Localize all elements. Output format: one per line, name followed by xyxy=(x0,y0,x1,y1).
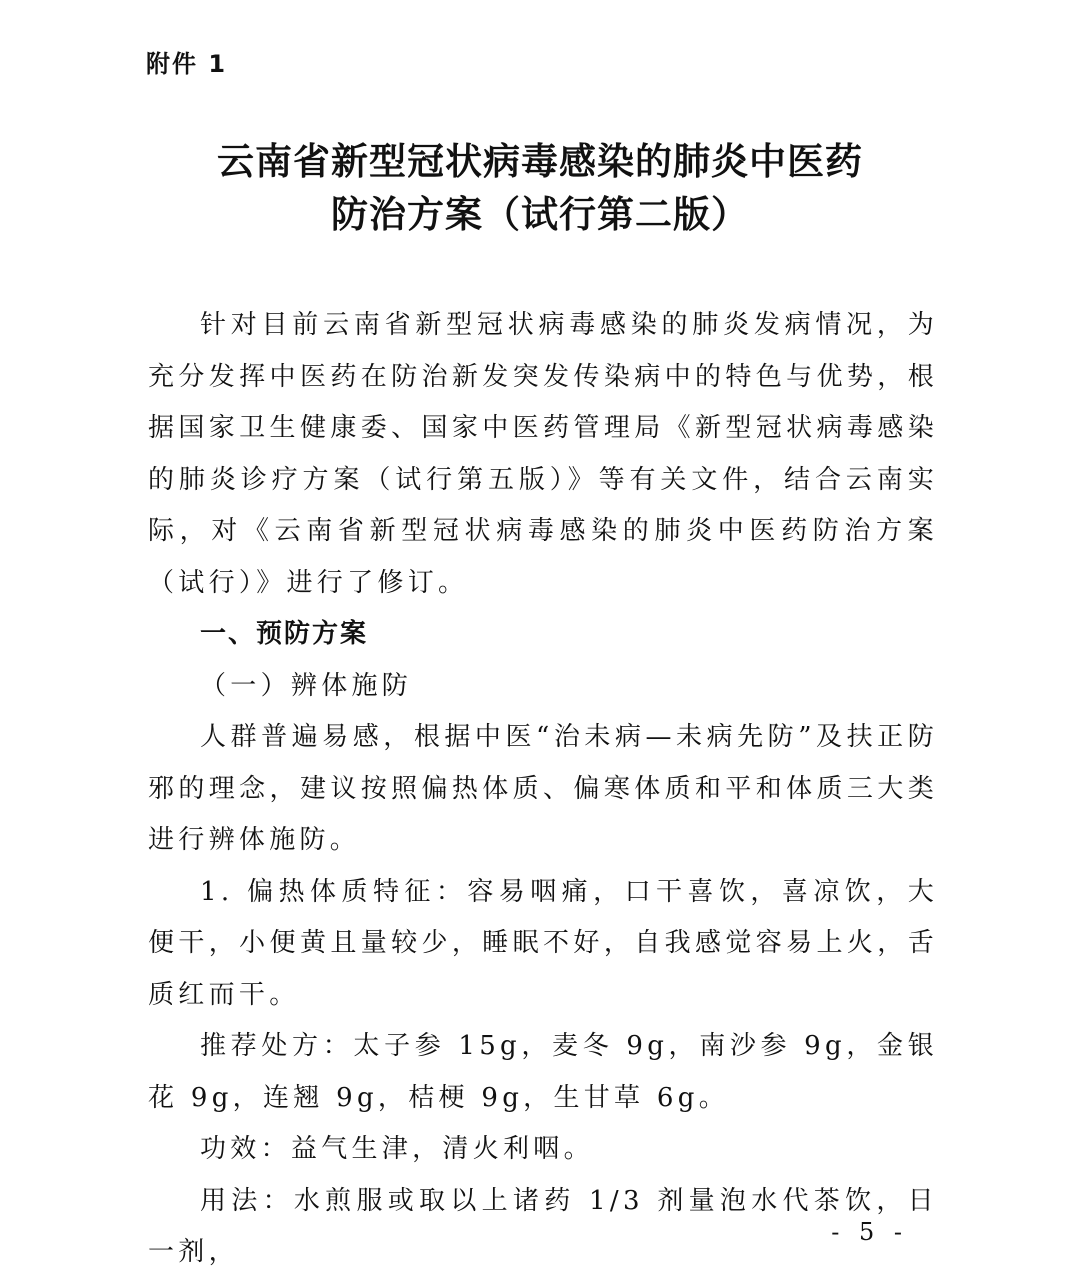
hot-constitution-efficacy: 功效：益气生津，清火利咽。 xyxy=(200,1134,594,1164)
hot-constitution-features: 1. 偏热体质特征：容易咽痛，口干喜饮，喜凉饮，大便干，小便黄且量较少，睡眠不好，自我感觉容易上火，舌质红而干。 xyxy=(148,876,938,1010)
document-title-line-2: 防治方案（试行第二版） xyxy=(331,193,749,236)
document-body xyxy=(148,300,938,1279)
section-heading-prevention: 一、预防方案 xyxy=(200,619,369,649)
constitution-paragraph: 人群普遍易感，根据中医“治未病—未病先防”及扶正防邪的理念，建议按照偏热体质、偏寒体质和平和体质三大类进行辨体施防。 xyxy=(148,722,938,855)
hot-constitution-usage: 用法：水煎服或取以上诸药 1/3 剂量泡水代茶饮，日一剂， xyxy=(148,1185,938,1267)
page-number: - 5 - xyxy=(831,1218,908,1246)
intro-paragraph: 针对目前云南省新型冠状病毒感染的肺炎发病情况，为充分发挥中医药在防治新发突发传染病中的特色与优势，根据国家卫生健康委、国家中医药管理局《新型冠状病毒感染的肺炎诊疗方案（试行第五版）》等有关文件，结合云南实际，对《云南省新型冠状病毒感染的肺炎中医药防治方案（试行）》进行了修订。 xyxy=(148,310,938,598)
subsection-heading-constitution: （一）辨体施防 xyxy=(200,670,413,701)
document-title-line-1: 云南省新型冠状病毒感染的肺炎中医药 xyxy=(217,140,863,183)
attachment-label: 附件 1 xyxy=(146,50,228,78)
hot-constitution-prescription: 推荐处方：太子参 15g，麦冬 9g，南沙参 9g，金银花 9g，连翘 9g，桔梗 9g，生甘草 6g。 xyxy=(148,1031,938,1113)
